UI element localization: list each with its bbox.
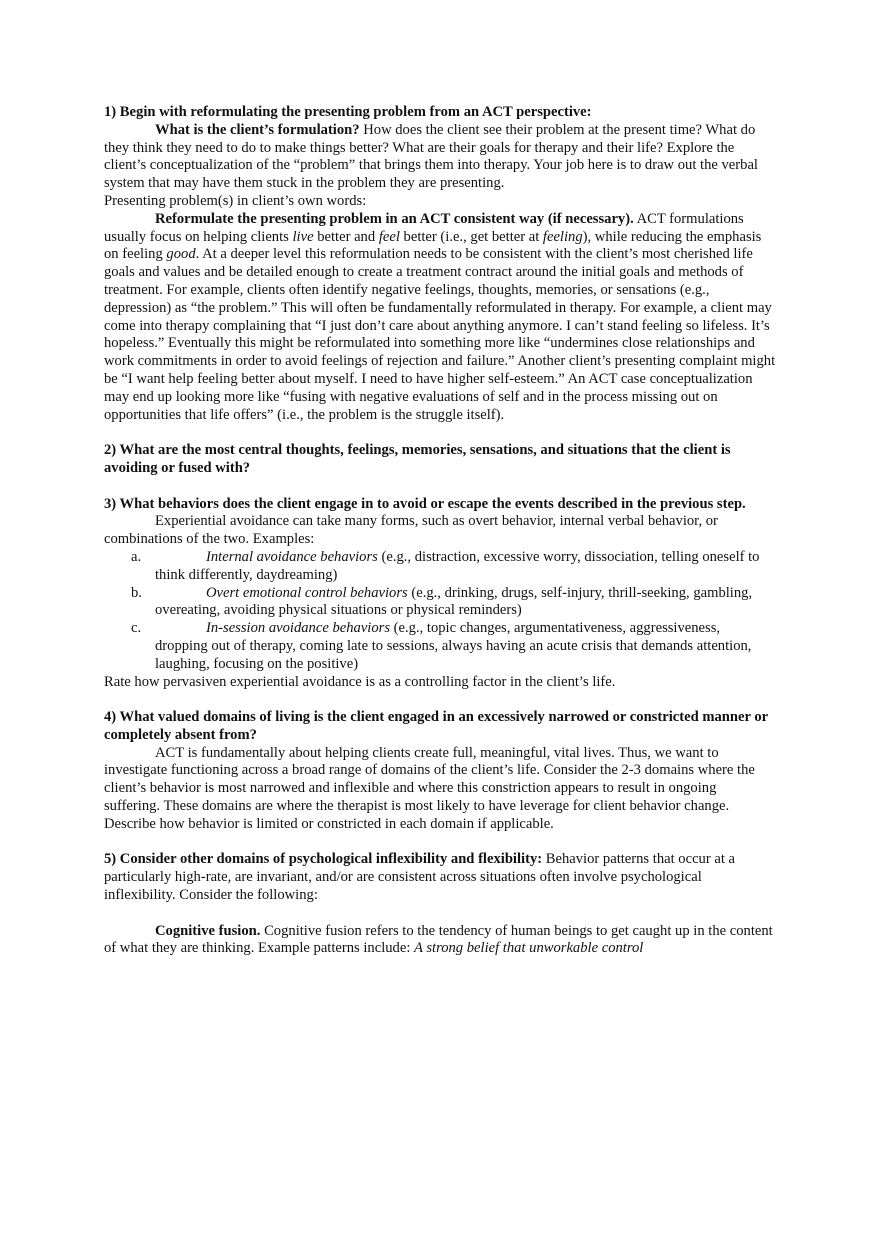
list-item-text: (e.g., distraction, excessive worry, dissociation, telling oneself to think differently, daydreaming) [155, 548, 760, 583]
emphasis-live: live [292, 228, 314, 245]
rate-avoidance-line: Rate how pervasiven experiential avoidance is as a controlling factor in the client’s life. [104, 673, 616, 690]
list-marker: c. [131, 620, 142, 637]
list-item [104, 620, 776, 673]
list-item [104, 585, 776, 621]
cognitive-fusion-label: Cognitive fusion. [155, 922, 261, 939]
cognitive-fusion-paragraph [104, 923, 776, 959]
reformulate-text-c: better (i.e., get better at [399, 228, 543, 245]
list-marker: b. [131, 584, 142, 601]
document-page [104, 104, 776, 958]
list-item-text: (e.g., drinking, drugs, self-injury, thrill-seeking, gambling, overeating, avoiding physical situations or physical reminders) [155, 584, 753, 619]
section-1-paragraph-1 [104, 122, 776, 193]
list-item-title: Overt emotional control behaviors [206, 584, 408, 601]
avoidance-list [104, 549, 776, 674]
spacer [104, 905, 776, 923]
reformulate-text-a: ACT formulations usually focus on helping clients [104, 210, 744, 245]
reformulate-text-b: better and [313, 228, 379, 245]
list-item-text: (e.g., topic changes, argumentativeness, aggressiveness, dropping out of therapy, coming late to sessions, always having an acute crisis that demands attention, laughing, focusing on the positive) [155, 620, 752, 672]
section-1-heading: 1) Begin with reformulating the presenting problem from an ACT perspective: [104, 104, 592, 120]
section-4-body: ACT is fundamentally about helping clients create full, meaningful, vital lives. Thus, we want to investigate functioning across a broad range of domains of the client’s life. Consider the 2-3 domains where the client’s behavior is most narrowed and inflexible and where this constriction appears to result in ongoing suffering. These domains are where the therapist is most likely to have leverage for client behavior change. Describe how behavior is limited or constricted in each domain if applicable. [104, 744, 755, 832]
emphasis-good: good [166, 246, 196, 263]
list-item-title: Internal avoidance behaviors [206, 548, 378, 565]
section-5-heading: 5) Consider other domains of psychological inflexibility and flexibility: [104, 851, 543, 868]
spacer [104, 691, 776, 709]
spacer [104, 424, 776, 442]
emphasis-feeling: feeling [542, 228, 583, 245]
section-4-heading: 4) What valued domains of living is the client engaged in an excessively narrowed or constricted manner or completely absent from? [104, 709, 768, 743]
section-1-paragraph-2 [104, 211, 776, 425]
section-3-intro: Experiential avoidance can take many forms, such as overt behavior, internal verbal behavior, or combinations of the two. Examples: [104, 513, 718, 548]
cognitive-fusion-text: Cognitive fusion refers to the tendency of human beings to get caught up in the content of what they are thinking. Example patterns include: [104, 922, 773, 957]
client-formulation-text: How does the client see their problem at the present time? What do they think they need to do to make things better? What are their goals for therapy and their life? Explore the client’s conceptualization of the “problem” that brings them into therapy. Your job here is to draw out the verbal system that may have them stuck in the problem they are presenting. [104, 121, 758, 192]
section-3-heading: 3) What behaviors does the client engage in to avoid or escape the events described in the previous step. [104, 495, 746, 512]
section-2-heading: 2) What are the most central thoughts, feelings, memories, sensations, and situations that the client is avoiding or fused with? [104, 442, 731, 476]
spacer [104, 834, 776, 852]
section-5-body: Behavior patterns that occur at a particularly high-rate, are invariant, and/or are consistent across situations often involve psychological inflexibility. Consider the following: [104, 851, 736, 904]
presenting-problem-line: Presenting problem(s) in client’s own words: [104, 192, 367, 209]
reformulate-label: Reformulate the presenting problem in an ACT consistent way (if necessary). [155, 210, 634, 227]
reformulate-text-d: ), while reducing the emphasis on feeling [104, 228, 762, 263]
list-item [104, 549, 776, 585]
section-5-paragraph [104, 851, 776, 904]
reformulate-text-e: . At a deeper level this reformulation needs to be consistent with the client’s most cherished life goals and values and be detailed enough to create a treatment contract around the initial goals and methods of treatment. For example, clients often identify negative feelings, thoughts, memories, or sensations (e.g., depression) as “the problem.” This will often be fundamentally reformulated in therapy. For example, a client may come into therapy complaining that “I just don’t care about anything anymore. I can’t stand feeling so lifeless. It’s hopeless.” Eventually this might be reformulated into something more like “undermines close relationships and work commitments in order to avoid feelings of rejection and failure.” Another client’s presenting complaint might be “I want help feeling better about myself. I need to have higher self-esteem.” An ACT case conceptualization may end up looking more like “fusing with negative evaluations of self and in the process missing out on opportunities that life offers” (i.e., the problem is the struggle itself). [104, 246, 776, 423]
spacer [104, 478, 776, 496]
list-item-title: In-session avoidance behaviors [206, 620, 391, 637]
cognitive-fusion-example: A strong belief that unworkable control [414, 940, 644, 957]
emphasis-feel: feel [378, 228, 400, 245]
list-marker: a. [131, 548, 142, 565]
client-formulation-label: What is the client’s formulation? [155, 121, 360, 138]
